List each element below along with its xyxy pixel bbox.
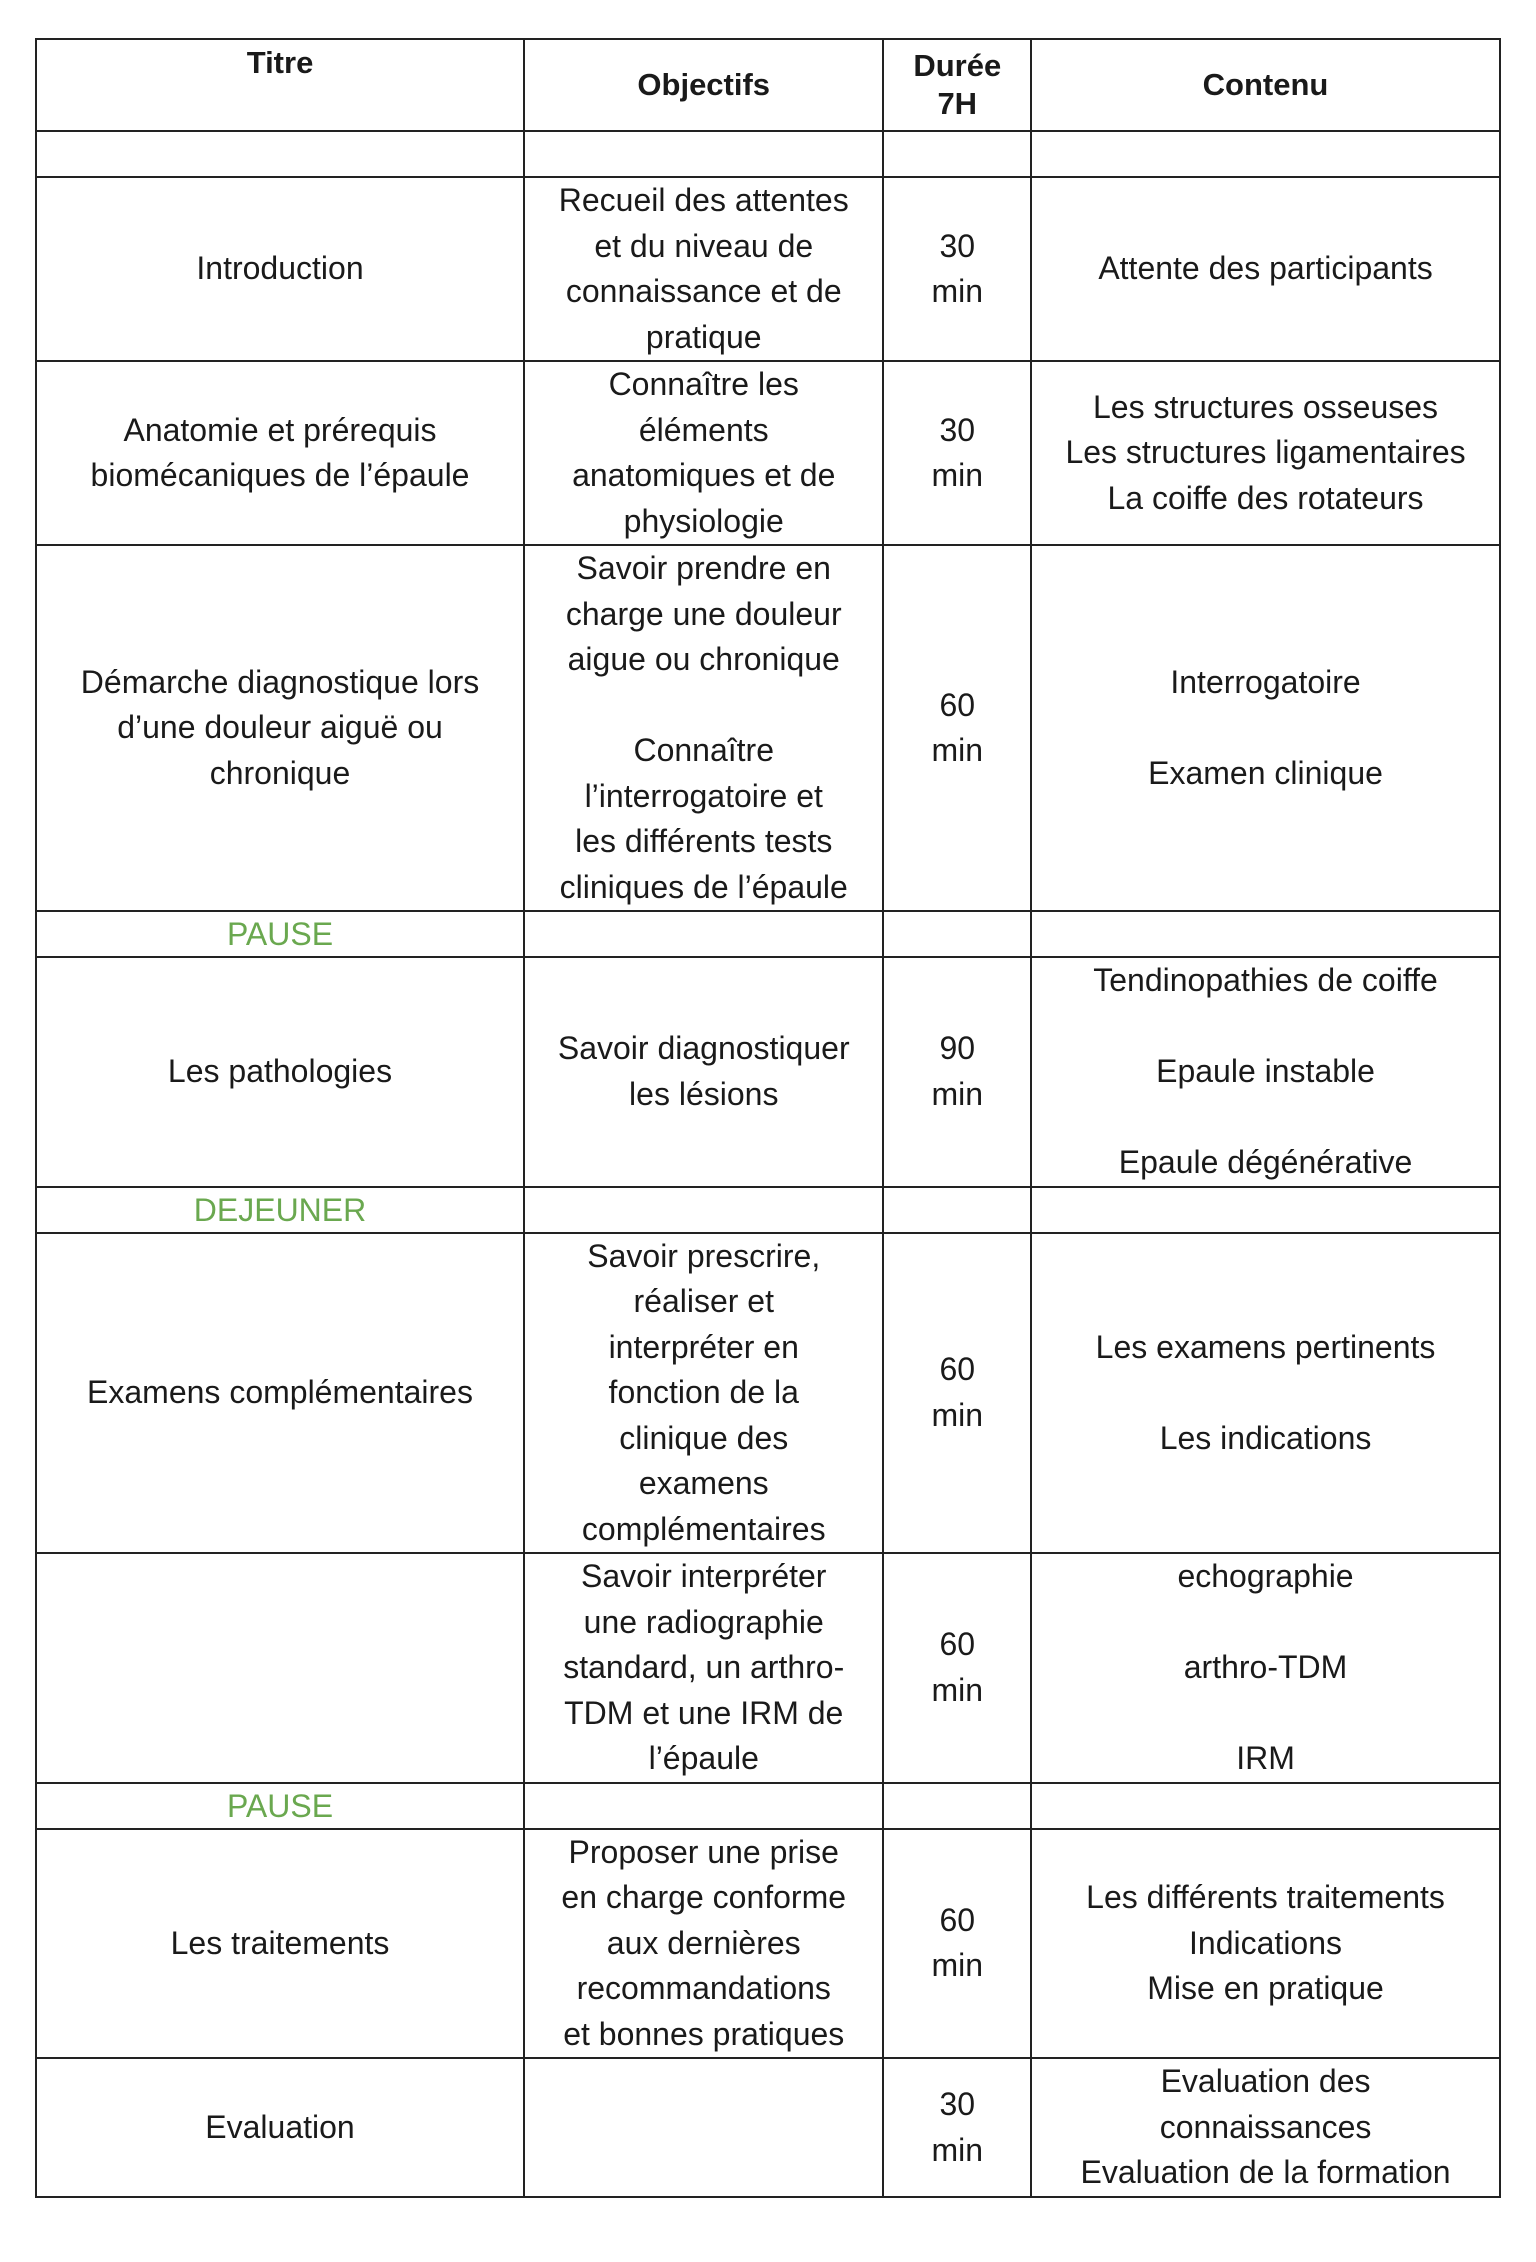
cell-line: Proposer une prise [568, 1833, 839, 1870]
duree-cell [883, 957, 1031, 1187]
cell-line: Evaluation de la formation [1080, 2154, 1451, 2191]
cell-line: l’épaule [648, 1740, 759, 1776]
cell-line: standard, un arthro- [563, 1649, 845, 1685]
empty-cell [1031, 911, 1500, 957]
break-row [36, 1783, 1500, 1829]
cell-line: Savoir interpréter [581, 1558, 827, 1594]
program-table [35, 38, 1501, 2198]
cell-line: echographie [1177, 1558, 1354, 1594]
cell-line: 60 [939, 1901, 976, 1938]
contenu-cell [1031, 1829, 1500, 2059]
cell-line: chronique [209, 754, 351, 791]
titre-cell: Les pathologies [36, 957, 524, 1187]
duree-cell [883, 2058, 1031, 2197]
session-row [36, 545, 1500, 911]
objectifs-cell [524, 957, 883, 1187]
cell-line: Attente des participants [1098, 250, 1433, 287]
cell-line: Recueil des attentes [558, 182, 849, 218]
duree-cell [883, 1829, 1031, 2059]
contenu-cell [1031, 1553, 1500, 1783]
titre-cell: Introduction [36, 177, 524, 361]
cell-line: complémentaires [581, 1510, 826, 1547]
line-gap [1040, 1691, 1491, 1737]
header-objectifs: Objectifs [524, 39, 883, 131]
cell-line: anatomiques et de [572, 457, 836, 493]
contenu-cell [1031, 545, 1500, 911]
cell-line: éléments [638, 411, 769, 448]
objectifs-cell [524, 1553, 883, 1783]
break-row [36, 1187, 1500, 1233]
cell-line: Evaluation des [1160, 2063, 1371, 2100]
empty-cell [524, 131, 883, 177]
cell-line: 60 [939, 686, 976, 723]
break-label: DEJEUNER [36, 1187, 524, 1233]
cell-line: les différents tests [575, 823, 833, 859]
header-row [36, 39, 1500, 131]
cell-line: interpréter en [608, 1328, 799, 1365]
session-row [36, 1829, 1500, 2059]
cell-line: 30 [939, 2086, 976, 2122]
cell-line: TDM et une IRM de [564, 1694, 844, 1731]
cell-line: Les structures ligamentaires [1065, 434, 1466, 471]
cell-line: recommandations [576, 1970, 831, 2006]
cell-line: Démarche diagnostique lors [80, 663, 480, 700]
cell-line: Examen clinique [1148, 754, 1383, 791]
cell-line: min [931, 732, 984, 768]
cell-line: connaissances [1159, 2108, 1372, 2145]
duree-cell [883, 545, 1031, 911]
cell-line: 30 [939, 227, 976, 264]
contenu-cell [1031, 177, 1500, 361]
empty-cell [883, 131, 1031, 177]
cell-line: min [931, 273, 984, 309]
objectifs-cell [524, 545, 883, 911]
cell-line: arthro-TDM [1183, 1649, 1348, 1685]
duree-cell [883, 361, 1031, 545]
line-gap [1040, 1600, 1491, 1646]
cell-line: Indications [1189, 1924, 1343, 1961]
cell-line: Les examens pertinents [1095, 1328, 1436, 1365]
contenu-cell [1031, 1233, 1500, 1554]
session-row [36, 2058, 1500, 2197]
cell-line: min [931, 1947, 984, 1984]
empty-cell [883, 1783, 1031, 1829]
cell-line: les lésions [629, 1075, 779, 1112]
empty-cell [36, 131, 524, 177]
line-gap [1040, 1095, 1491, 1141]
cell-line: Connaître les [608, 366, 799, 402]
cell-line: en charge conforme [561, 1879, 847, 1915]
break-label: PAUSE [36, 1783, 524, 1829]
header-duree-line2: 7H [937, 86, 978, 121]
cell-line: physiologie [623, 502, 784, 539]
objectifs-cell [524, 2058, 883, 2197]
cell-line: La coiffe des rotateurs [1107, 479, 1424, 516]
objectifs-cell [524, 1829, 883, 2059]
cell-line: examens [638, 1465, 769, 1501]
cell-line: Les structures osseuses [1093, 388, 1439, 425]
cell-line: Savoir diagnostiquer [557, 1030, 850, 1067]
cell-line: et bonnes pratiques [563, 2015, 845, 2052]
cell-line: min [931, 1396, 984, 1433]
cell-line: clinique des [619, 1419, 789, 1456]
cell-line: 30 [939, 411, 976, 448]
cell-line: min [931, 1671, 984, 1708]
rows-body [36, 177, 1500, 2197]
line-gap [1040, 1370, 1491, 1416]
empty-cell [883, 1187, 1031, 1233]
empty-cell [1031, 131, 1500, 177]
objectifs-cell [524, 1233, 883, 1554]
cell-line: cliniques de l’épaule [559, 868, 848, 905]
line-gap [533, 683, 874, 729]
cell-line: aigue ou chronique [567, 641, 840, 677]
cell-line: connaissance et de [565, 273, 842, 309]
titre-cell: Examens complémentaires [36, 1233, 524, 1554]
cell-line: Savoir prendre en [576, 550, 831, 586]
cell-line: Interrogatoire [1170, 663, 1361, 700]
contenu-cell [1031, 2058, 1500, 2197]
empty-cell [883, 911, 1031, 957]
cell-line: 60 [939, 1626, 976, 1663]
header-duree [883, 39, 1031, 131]
session-row [36, 177, 1500, 361]
cell-line: Epaule dégénérative [1118, 1144, 1413, 1180]
titre-cell: Evaluation [36, 2058, 524, 2197]
cell-line: Connaître [633, 732, 774, 768]
cell-line: l’interrogatoire et [584, 777, 823, 814]
session-row [36, 361, 1500, 545]
duree-cell [883, 1553, 1031, 1783]
cell-line: min [931, 1075, 984, 1112]
cell-line: Tendinopathies de coiffe [1093, 962, 1438, 998]
cell-line: et du niveau de [594, 227, 814, 264]
cell-line: pratique [645, 318, 762, 355]
header-contenu: Contenu [1031, 39, 1500, 131]
cell-line: aux dernières [606, 1924, 801, 1961]
cell-line: Anatomie et prérequis [123, 411, 437, 448]
cell-line: min [931, 457, 984, 493]
titre-cell: Les traitements [36, 1829, 524, 2059]
duree-cell [883, 1233, 1031, 1554]
cell-line: Savoir prescrire, [587, 1237, 821, 1274]
break-label: PAUSE [36, 911, 524, 957]
cell-line: Les indications [1159, 1419, 1372, 1456]
titre-cell [36, 545, 524, 911]
contenu-cell [1031, 361, 1500, 545]
cell-line: 60 [939, 1351, 976, 1388]
cell-line: fonction de la [608, 1374, 799, 1410]
contenu-cell [1031, 957, 1500, 1187]
empty-cell [1031, 1187, 1500, 1233]
cell-line: IRM [1236, 1740, 1295, 1776]
session-row [36, 1233, 1500, 1554]
header-titre: Titre [36, 39, 524, 131]
objectifs-cell [524, 177, 883, 361]
cell-line: Les différents traitements [1086, 1879, 1445, 1915]
cell-line: Epaule instable [1156, 1053, 1375, 1089]
empty-cell [524, 1783, 883, 1829]
line-gap [1040, 1004, 1491, 1050]
cell-line: min [931, 2131, 984, 2168]
duree-cell [883, 177, 1031, 361]
empty-row [36, 131, 1500, 177]
objectifs-cell [524, 361, 883, 545]
empty-cell [1031, 1783, 1500, 1829]
cell-line: réaliser et [633, 1283, 774, 1319]
session-row [36, 957, 1500, 1187]
cell-line: charge une douleur [565, 595, 842, 632]
empty-cell [524, 911, 883, 957]
empty-cell [524, 1187, 883, 1233]
titre-cell [36, 1553, 524, 1783]
cell-line: 90 [939, 1030, 976, 1067]
titre-cell [36, 361, 524, 545]
header-duree-line1: Durée [913, 48, 1002, 83]
cell-line: biomécaniques de l’épaule [90, 457, 470, 493]
cell-line: d’une douleur aiguë ou [117, 709, 443, 746]
session-row [36, 1553, 1500, 1783]
break-row [36, 911, 1500, 957]
cell-line: Mise en pratique [1147, 1970, 1384, 2006]
line-gap [1040, 705, 1491, 751]
cell-line: une radiographie [583, 1603, 824, 1640]
